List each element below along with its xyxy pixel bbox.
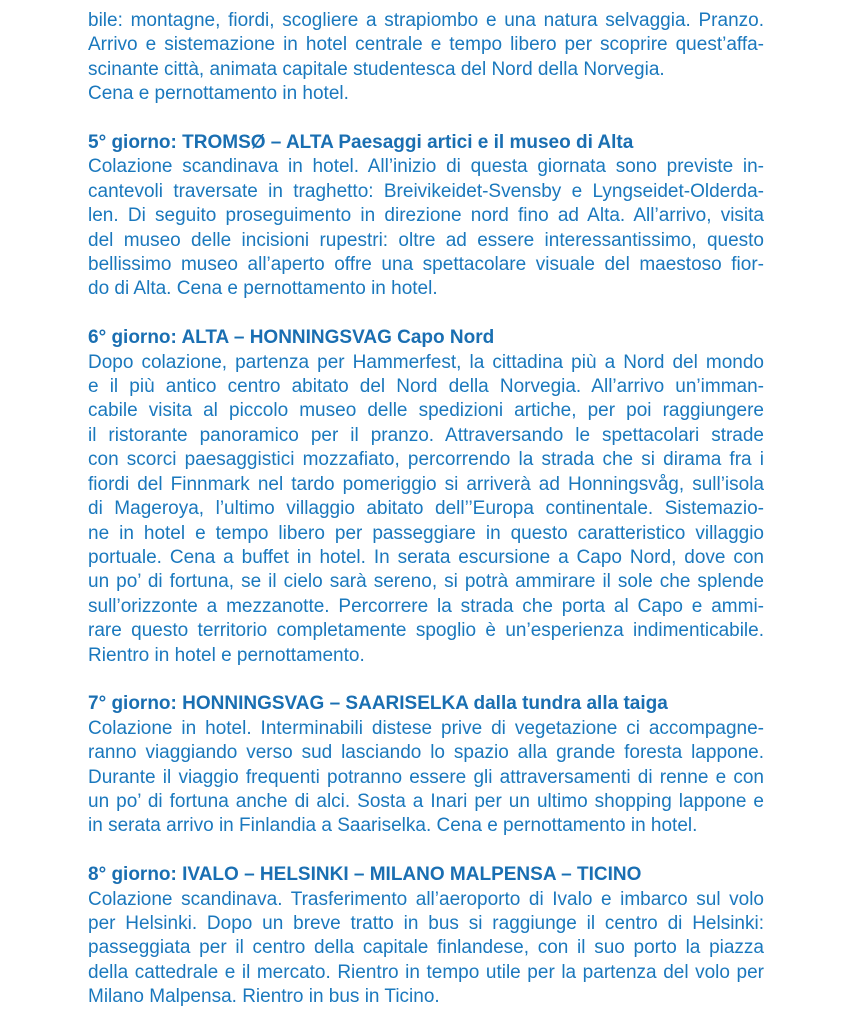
intro-paragraph <box>88 9 764 107</box>
day-7-line: un po’ di fortuna anche di alci. Sosta a Inari per un ultimo shopping lappone e <box>88 790 764 812</box>
day-7-line: ranno viaggiando verso sud lasciando lo spazio alla grande foresta lappone. <box>88 742 764 764</box>
day-5-line: cantevoli traversate in traghetto: Breivikeidet-Svensby e Lyngseidet-Olderda- <box>88 180 764 202</box>
day-6-title: 6° giorno: ALTA – HONNINGSVAG Capo Nord <box>88 327 495 349</box>
day-6-line: sull’orizzonte a mezzanotte. Percorrere la strada che porta al Capo e ammi- <box>88 595 764 617</box>
day-7-line: in serata arrivo in Finlandia a Saariselka. Cena e pernottamento in hotel. <box>88 815 698 837</box>
day-5-line: bellissimo museo all’aperto offre una spettacolare visuale del maestoso fior- <box>88 254 764 276</box>
day-8-line: per Helsinki. Dopo un breve tratto in bus si raggiunge il centro di Helsinki: <box>88 912 764 934</box>
day-7-title: 7° giorno: HONNINGSVAG – SAARISELKA dalla tundra alla taiga <box>88 693 668 715</box>
day-8-line: passeggiata per il centro della capitale finlandese, con il suo porto la piazza <box>88 937 764 959</box>
day-6-section <box>88 326 764 668</box>
day-6-line: un po’ di fortuna, se il cielo sarà sereno, si potrà ammirare il sole che splende <box>88 571 764 593</box>
day-6-line: portuale. Cena a buffet in hotel. In serata escursione a Capo Nord, dove con <box>88 546 764 568</box>
day-6-line: Rientro in hotel e pernottamento. <box>88 644 365 666</box>
day-6-line: ne in hotel e tempo libero per passeggiare in questo caratteristico villaggio <box>88 522 764 544</box>
day-6-line: e il più antico centro abitato del Nord della Norvegia. All’arrivo un’imman- <box>88 376 764 398</box>
day-6-line: rare questo territorio completamente spoglio è un’esperienza indimenticabile. <box>88 620 764 642</box>
day-5-line: del museo delle incisioni rupestri: oltre ad essere interessantissimo, questo <box>88 229 764 251</box>
day-8-line: Colazione scandinava. Trasferimento all’aeroporto di Ivalo e imbarco sul volo <box>88 888 764 910</box>
intro-line: bile: montagne, fiordi, scogliere a strapiombo e una natura selvaggia. Pranzo. <box>88 10 764 31</box>
intro-line: scinante città, animata capitale studentesca del Nord della Norvegia. <box>88 58 665 80</box>
day-7-line: Durante il viaggio frequenti potranno essere gli attraversamenti di renne e con <box>88 766 764 788</box>
day-6-line: cabile visita al piccolo museo delle spedizioni artiche, per poi raggiungere <box>88 400 764 422</box>
intro-line: Cena e pernottamento in hotel. <box>88 83 349 105</box>
day-5-title: 5° giorno: TROMSØ – ALTA Paesaggi artici e il museo di Alta <box>88 132 634 154</box>
day-6-line: Dopo colazione, partenza per Hammerfest, la cittadina più a Nord del mondo <box>88 351 764 373</box>
day-6-line: di Mageroya, l’ultimo villaggio abitato dell’’Europa continentale. Sistemazio- <box>88 498 764 520</box>
day-6-line: il ristorante panoramico per il pranzo. Attraversando le spettacolari strade <box>88 424 764 446</box>
day-8-line: Milano Malpensa. Rientro in bus in Ticino. <box>88 986 440 1008</box>
day-5-line: len. Di seguito proseguimento in direzione nord fino ad Alta. All’arrivo, visita <box>88 205 764 227</box>
intro-line: Arrivo e sistemazione in hotel centrale e tempo libero per scoprire quest’affa- <box>88 34 764 56</box>
day-8-section <box>88 863 764 1009</box>
day-5-section <box>88 131 764 302</box>
day-5-line: Colazione scandinava in hotel. All’inizio di questa giornata sono previste in- <box>88 156 764 178</box>
day-6-line: fiordi del Finnmark nel tardo pomeriggio si arriverà ad Honningsvåg, sull’isola <box>88 473 764 495</box>
day-8-line: della cattedrale e il mercato. Rientro in tempo utile per la partenza del volo per <box>88 961 764 983</box>
day-8-title: 8° giorno: IVALO – HELSINKI – MILANO MALPENSA – TICINO <box>88 864 642 886</box>
day-5-line: do di Alta. Cena e pernottamento in hotel. <box>88 278 438 300</box>
day-7-section <box>88 692 764 838</box>
itinerary-page <box>88 9 764 1010</box>
day-6-line: con scorci paesaggistici mozzafiato, percorrendo la strada che si dirama fra i <box>88 449 764 471</box>
day-7-line: Colazione in hotel. Interminabili distese prive di vegetazione ci accompagne- <box>88 717 764 739</box>
